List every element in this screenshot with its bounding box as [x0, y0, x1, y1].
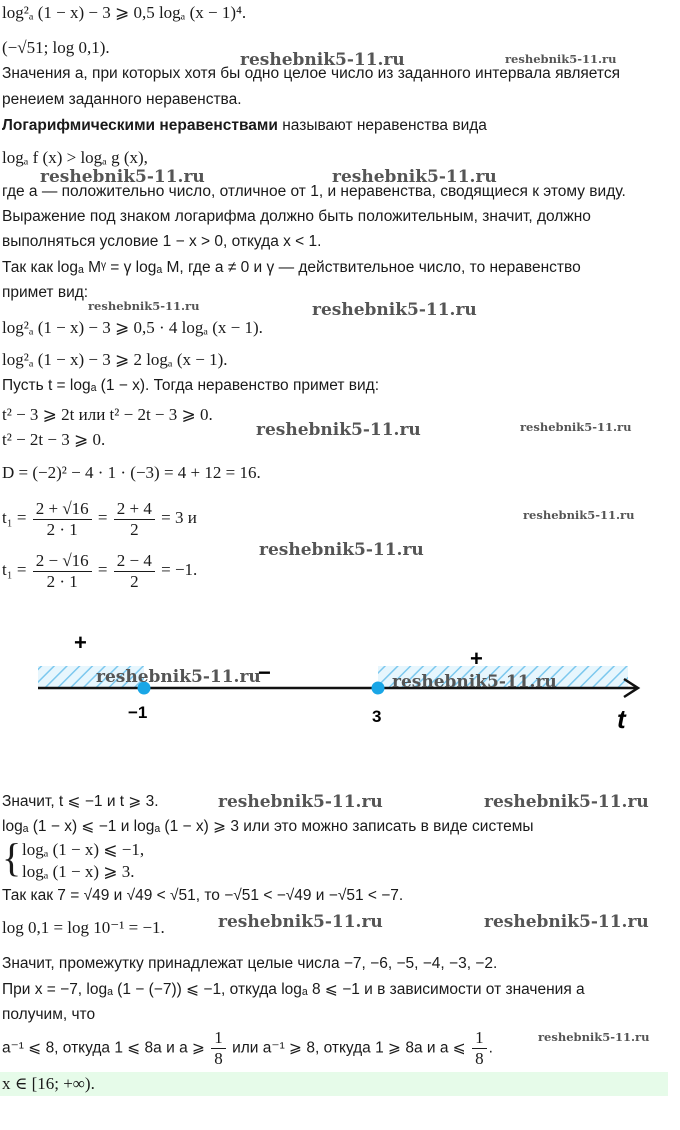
watermark: reshebnik5-11.ru — [256, 420, 421, 440]
final-fraction-2-den: 8 — [475, 1049, 484, 1068]
substitution-minus-7: При x = −7, logₐ (1 − (−7)) ⩽ −1, откуда logₐ 8 ⩽ −1 и в зависимости от значения a — [2, 981, 585, 998]
definition-text: называют неравенства вида — [277, 117, 487, 134]
root-2-denominator-2: 2 — [130, 571, 139, 591]
final-fraction-2 — [472, 1028, 487, 1069]
root-1-numerator-2: 2 + 4 — [114, 499, 155, 520]
root-2-numerator: 2 − √16 — [33, 551, 92, 572]
step-2: log²ₐ (1 − x) − 3 ⩾ 2 logₐ (x − 1). — [2, 350, 228, 369]
definition-paragraph — [2, 116, 487, 136]
root-2-denominator: 2 · 1 — [46, 571, 78, 591]
final-fraction-2-num: 1 — [472, 1028, 487, 1049]
discriminant: D = (−2)² − 4 · 1 · (−3) = 4 + 12 = 16. — [2, 463, 261, 482]
substitution-minus-7-cont: получим, что — [2, 1006, 96, 1023]
definition-note: где a — положительно число, отличное от 1, и неравенства, сводящиеся к этому виду. — [2, 183, 626, 200]
domain-condition: выполняться условие 1 − x > 0, откуда x < 1. — [2, 233, 322, 250]
watermark: reshebnik5-11.ru — [523, 508, 635, 522]
watermark: reshebnik5-11.ru — [40, 167, 205, 187]
answer-highlight — [0, 1072, 668, 1096]
final-case-1: a⁻¹ ⩽ 8, откуда 1 ⩽ 8a и a ⩾ — [2, 1039, 205, 1057]
quadratic-1: t² − 3 ⩾ 2t или t² − 2t − 3 ⩾ 0. — [2, 405, 213, 424]
root-1-numerator: 2 + √16 — [33, 499, 92, 520]
axis-label: t — [617, 704, 626, 734]
root-2-label: t₁ = — [2, 560, 27, 579]
condition-text-cont: ренеием заданного неравенства. — [2, 91, 242, 108]
system-intro: logₐ (1 − x) ⩽ −1 и logₐ (1 − x) ⩾ 3 или это можно записать в виде системы — [2, 818, 534, 835]
watermark: reshebnik5-11.ru — [259, 540, 424, 560]
root-1-denominator: 2 · 1 — [46, 519, 78, 539]
comparison-text: Так как 7 = √49 и √49 < √51, то −√51 < −√49 и −√51 < −7. — [2, 887, 404, 904]
system-row-1: logₐ (1 − x) ⩽ −1, — [22, 840, 145, 859]
domain-text: Выражение под знаком логарифма должно быть положительным, значит, должно — [2, 208, 591, 225]
watermark: reshebnik5-11.ru — [88, 299, 200, 313]
quadratic-2: t² − 2t − 3 ⩾ 0. — [2, 430, 106, 449]
system-row-2: logₐ (1 − x) ⩾ 3. — [22, 862, 135, 881]
substitution-text: Пусть t = logₐ (1 − x). Тогда неравенство примет вид: — [2, 377, 380, 394]
final-cases — [2, 1028, 493, 1069]
watermark: reshebnik5-11.ru — [538, 1030, 650, 1044]
integers-text: Значит, промежутку принадлежат целые числа −7, −6, −5, −4, −3, −2. — [2, 955, 498, 972]
watermark: reshebnik5-11.ru — [218, 912, 383, 932]
sign-minus-middle: − — [258, 660, 271, 685]
watermark: reshebnik5-11.ru — [484, 912, 649, 932]
step-1: log²ₐ (1 − x) − 3 ⩾ 0,5 · 4 logₐ (x − 1). — [2, 318, 263, 337]
watermark: reshebnik5-11.ru — [484, 792, 649, 812]
root-1-fraction-2 — [114, 499, 155, 540]
root-2-fraction-2 — [114, 551, 155, 592]
root-2-result: = −1. — [161, 560, 198, 579]
root-1-denominator-2: 2 — [130, 519, 139, 539]
definition-term: Логарифмическими неравенствами — [2, 117, 278, 134]
answer: x ∈ [16; +∞). — [2, 1074, 95, 1093]
conclusion-text: Значит, t ⩽ −1 и t ⩾ 3. — [2, 793, 159, 810]
definition-formula: logₐ f (x) > logₐ g (x), — [2, 148, 148, 167]
sign-plus-left: + — [74, 630, 87, 655]
watermark: reshebnik5-11.ru — [332, 167, 497, 187]
property-text: Так как logₐ Mᵞ = γ logₐ M, где a ≠ 0 и γ — действительное число, то неравенство — [2, 259, 581, 276]
root-1-fraction — [33, 499, 92, 540]
problem-interval: (−√51; log 0,1). — [2, 38, 110, 57]
root-1-label: t₁ = — [2, 508, 27, 527]
final-case-2: или a⁻¹ ⩾ 8, откуда 1 ⩾ 8a и a ⩽ — [232, 1039, 466, 1057]
watermark: reshebnik5-11.ru — [392, 672, 557, 692]
point-three — [372, 682, 385, 695]
root-2-fraction — [33, 551, 92, 592]
root-2: t₁ = $\frac{2 - √16}{2 \cdot 1}$ = $\frac{2 - 4}{2}$ = −1. — [2, 550, 198, 591]
problem-inequality: log²ₐ (1 − x) − 3 ⩾ 0,5 logₐ (x − 1)⁴. — [2, 3, 247, 22]
root-1-result: = 3 и — [161, 508, 197, 527]
point-minus-one-label: −1 — [128, 703, 148, 722]
watermark: reshebnik5-11.ru — [505, 52, 617, 66]
property-text-cont: примет вид: — [2, 284, 89, 301]
final-fraction-1-den: 8 — [214, 1049, 223, 1068]
condition-text: Значения a, при которых хотя бы одно целое число из заданного интервала является — [2, 65, 620, 82]
final-period: . — [488, 1039, 493, 1057]
system-brace: { — [2, 835, 22, 880]
log-value: log 0,1 = log 10⁻¹ = −1. — [2, 918, 165, 937]
watermark: reshebnik5-11.ru — [312, 300, 477, 320]
system-of-inequalities — [2, 835, 202, 884]
watermark: reshebnik5-11.ru — [218, 792, 383, 812]
point-three-label: 3 — [372, 707, 382, 726]
watermark: reshebnik5-11.ru — [240, 50, 405, 70]
watermark: reshebnik5-11.ru — [96, 667, 261, 687]
final-fraction-1 — [211, 1028, 226, 1069]
root-1: t₁ = $\frac{2 + √16}{2 \cdot 1}$ = $\frac{2 + 4}{2}$ = 3 и — [2, 498, 197, 539]
watermark: reshebnik5-11.ru — [520, 420, 632, 434]
sign-plus-right: + — [470, 646, 483, 671]
final-fraction-1-num: 1 — [211, 1028, 226, 1049]
root-2-numerator-2: 2 − 4 — [114, 551, 155, 572]
